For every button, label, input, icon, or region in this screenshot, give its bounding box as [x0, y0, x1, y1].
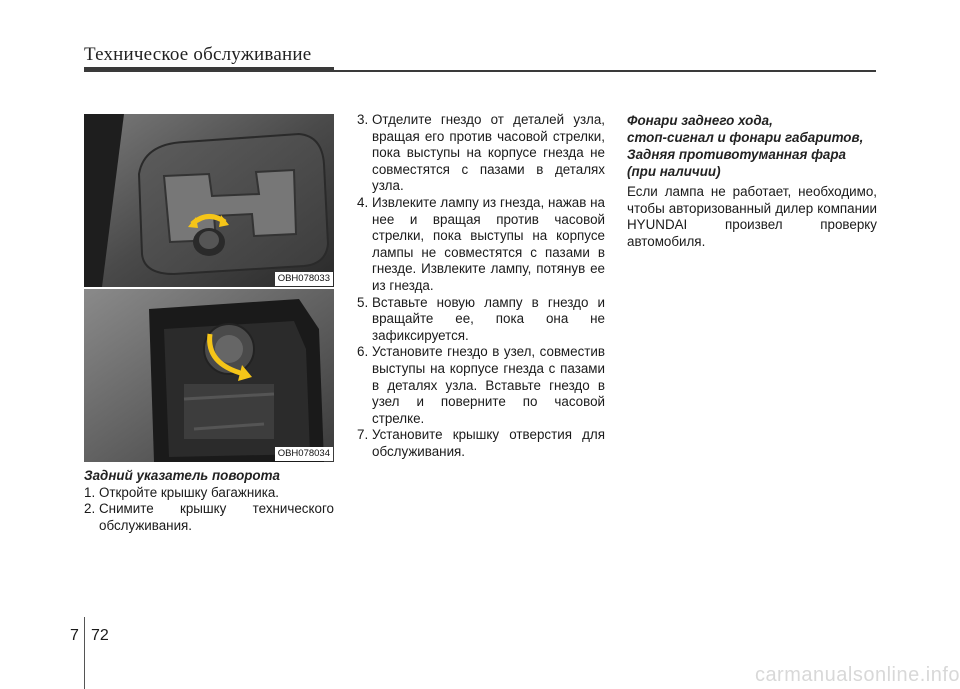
- section-body: Если лампа не работает, необходимо, чтобы авторизованный дилер компании HYUNDAI произвел проверку автомобиля.: [627, 184, 877, 249]
- list-item: 1. Откройте крышку багажника.: [84, 484, 280, 500]
- footer-divider: [84, 617, 85, 689]
- step-list: [84, 485, 334, 535]
- photo-lamp-socket: [84, 289, 334, 462]
- image-code-2: OBH078034: [275, 447, 333, 461]
- list-item: 3. Отделите гнездо от деталей узла, вращая его против часовой стрелки, пока выступы на корпусе гнезда не совместятся с пазами в деталях узла.: [357, 112, 605, 194]
- list-item: 4. Извлеките лампу из гнезда, нажав на нее и вращая против часовой стрелки, пока выступы на корпусе лампы не совместятся с пазами в гнезде. Извлеките лампу, потянув ее из гнезда.: [357, 194, 605, 293]
- section-title: Задний указатель поворота: [84, 468, 280, 483]
- header-rule-thin: [334, 70, 876, 72]
- list-item: 7. Установите крышку отверстия для обслуживания.: [357, 427, 605, 459]
- page-number: 72: [91, 627, 109, 644]
- chapter-number: 7: [70, 627, 79, 644]
- list-item: 6. Установите гнездо в узел, совместив выступы на корпусе гнезда с пазами в деталях узла. Вставьте гнездо в узел и поверните по часовой стрелке.: [357, 344, 605, 426]
- list-item: 5. Вставьте новую лампу в гнездо и вращайте ее, пока она не зафиксируется.: [357, 294, 605, 343]
- header-rule-thick: [84, 67, 334, 72]
- photo-service-cover: [84, 114, 334, 287]
- step-list: [357, 112, 605, 460]
- section-steps-continued: [357, 112, 605, 460]
- image-code-1: OBH078033: [275, 272, 333, 286]
- section-rear-turn-signal: [84, 468, 334, 534]
- section-reverse-stop-lamps: [627, 112, 877, 250]
- watermark: carmanualsonline.info: [754, 664, 960, 686]
- list-item: 2. Снимите крышку технического обслуживания.: [84, 501, 334, 533]
- section-title: Фонари заднего хода, стоп-сигнал и фонари габаритов, Задняя противотуманная фара (при наличии): [627, 113, 864, 179]
- page-header-title: Техническое обслуживание: [84, 44, 312, 65]
